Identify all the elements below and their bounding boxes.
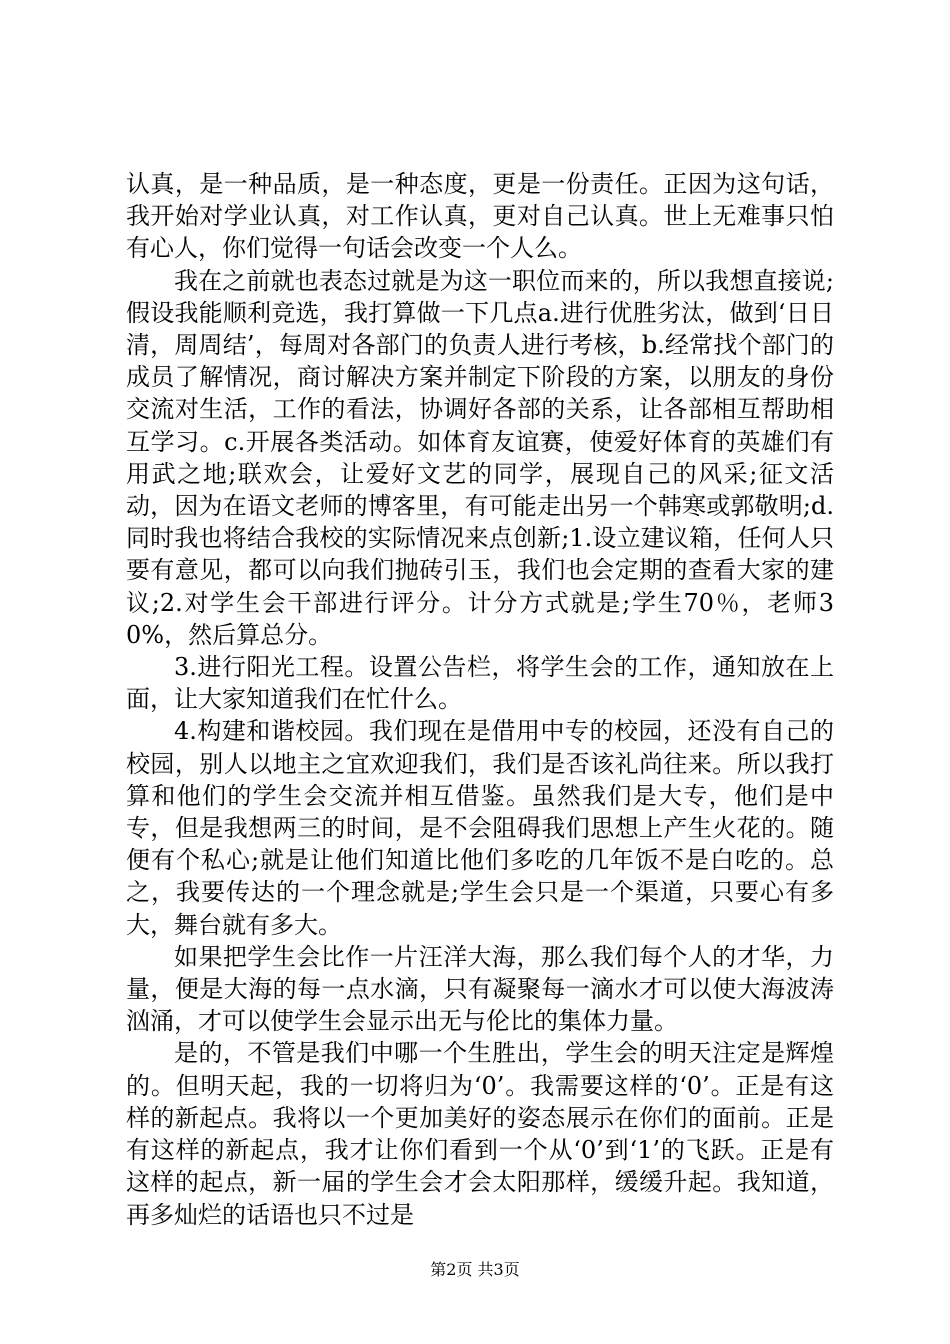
paragraph-4: 4.构建和谐校园。我们现在是借用中专的校园，还没有自己的校园，别人以地主之宜欢迎我们，我们是否该礼尚往来。所以我打算和他们的学生会交流并相互借鉴。虽然我们是大专，他们是中专，但是我想两三的时间，是不会阻碍我们思想上产生火花的。随便有个私心;就是让他们知道比他们多吃的几年饭不是白吃的。总之，我要传达的一个理念就是;学生会只是一个渠道，只要心有多大，舞台就有多大。 — [126, 717, 834, 939]
paragraph-5: 如果把学生会比作一片汪洋大海，那么我们每个人的才华，力量，便是大海的每一点水滴，只有凝聚每一滴水才可以使大海波涛汹涌，才可以使学生会显示出无与伦比的集体力量。 — [126, 942, 834, 1036]
document-body — [126, 168, 834, 1231]
paragraph-1: 认真，是一种品质，是一种态度，更是一份责任。正因为这句话，我开始对学业认真，对工作认真，更对自己认真。世上无难事只怕有心人，你们觉得一句话会改变一个人么。 — [126, 170, 834, 263]
paragraph-2: 我在之前就也表态过就是为这一职位而来的，所以我想直接说;假设我能顺利竞选，我打算做一下几点a.进行优胜劣汰，做到‘日日清，周周结’，每周对各部门的负责人进行考核，b.经常找个部门的成员了解情况，商讨解决方案并制定下阶段的方案，以朋友的身份交流对生活，工作的看法，协调好各部的关系，让各部相互帮助相互学习。c.开展各类活动。如体育友谊赛，使爱好体育的英雄们有用武之地;联欢会，让爱好文艺的同学，展现自己的风采;征文活动，因为在语文老师的博客里，有可能走出另一个韩寒或郭敬明;d.同时我也将结合我校的实际情况来点创新;1.设立建议箱，任何人只要有意见，都可以向我们抛砖引玉，我们也会定期的查看大家的建议;2.对学生会干部进行评分。计分方式就是;学生70％，老师30%，然后算总分。 — [126, 266, 834, 649]
page-footer: 第2页 共3页 — [430, 1260, 520, 1279]
paragraph-6: 是的，不管是我们中哪一个生胜出，学生会的明天注定是辉煌的。但明天起，我的一切将归为‘0’。我需要这样的‘0’。正是有这样的新起点。我将以一个更加美好的姿态展示在你们的面前。正是有这样的新起点，我才让你们看到一个从‘0’到‘1’的飞跃。正是有这样的起点，新一届的学生会才会太阳那样，缓缓升起。我知道，再多灿烂的话语也只不过是 — [126, 1039, 834, 1229]
paragraph-3: 3.进行阳光工程。设置公告栏，将学生会的工作，通知放在上面，让大家知道我们在忙什么。 — [126, 653, 834, 714]
